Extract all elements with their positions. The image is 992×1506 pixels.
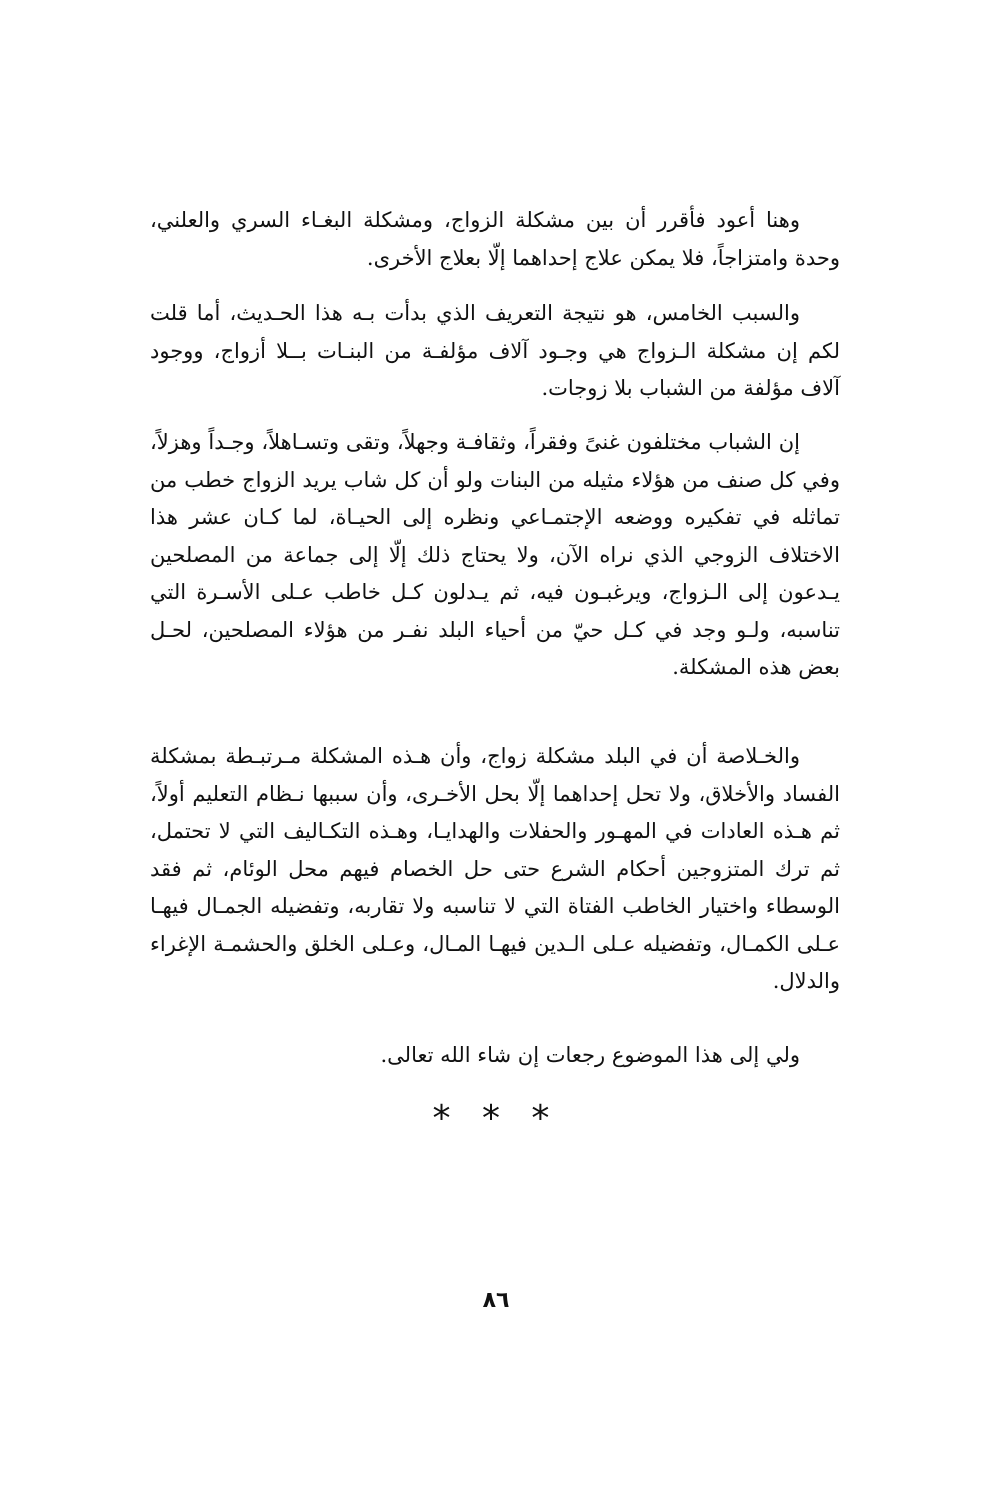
paragraph-2 [150,295,840,408]
paragraph-2-text: والسبب الخامس، هو نتيجة التعريف الذي بدأت بـه هذا الحـديث، أما قلت لكم إن مشكلة الـزواج هي وجـود آلاف مؤلفـة من البنـات بــلا أزواج، ووجود آلاف مؤلفة من الشباب بلا زوجات. [150,301,840,400]
page-number: ٨٦ [482,1288,510,1313]
paragraph-5 [150,1037,840,1075]
paragraph-1 [150,202,840,277]
paragraph-3-text: إن الشباب مختلفون غنىً وفقراً، وثقافـة وجهلاً، وتقى وتسـاهلاً، وجـداً وهزلاً، وفي كل صنف من هؤلاء مثيله من البنات ولو أن كل شاب يريد الزواج خطب من تماثله في تفكيره ووضعه الإجتمـاعي ونظره إلى الحيـاة، لما كـان عشر هذا الاختلاف الزوجي الذي نراه الآن، ولا يحتاج ذلك إلّا إلى جماعة من المصلحين يـدعون إلى الـزواج، ويرغبـون فيه، ثم يـدلون كـل خاطب عـلى الأسـرة التي تناسبه، ولـو وجد في كـل حيّ من أحياء البلد نفـر من هؤلاء المصلحين، لحـل بعض هذه المشكلة. [150,430,840,679]
section-divider-asterisks: * * * [432,1098,560,1139]
paragraph-4 [150,738,840,1001]
paragraph-4-text: والخـلاصة أن في البلد مشكلة زواج، وأن هـذه المشكلة مـرتبـطة بمشكلة الفساد والأخلاق، ولا تحل إحداهما إلّا بحل الأخـرى، وأن سببها نـظام التعليم أولاً، ثم هـذه العادات في المهـور والحفلات والهدايـا، وهـذه التكـاليف التي لا تحتمل، ثم ترك المتزوجين أحكام الشرع حتى حل الخصام فيهم محل الوئام، ثم فقد الوسطاء واختيار الخاطب الفتاة التي لا تناسبه ولا تقاربه، وتفضيله الجمـال فيهـا عـلى الكمـال، وتفضيله عـلى الـدين فيهـا المـال، وعـلى الخلق والحشمـة الإغراء والدلال. [150,744,840,993]
paragraph-3 [150,424,840,687]
paragraph-5-text: ولي إلى هذا الموضوع رجعات إن شاء الله تعالى. [380,1043,800,1067]
paragraph-1-text: وهنا أعود فأقرر أن بين مشكلة الزواج، ومشكلة البغـاء السري والعلني، وحدة وامتزاجاً، فلا يمكن علاج إحداهما إلّا بعلاج الأخرى. [150,208,840,270]
